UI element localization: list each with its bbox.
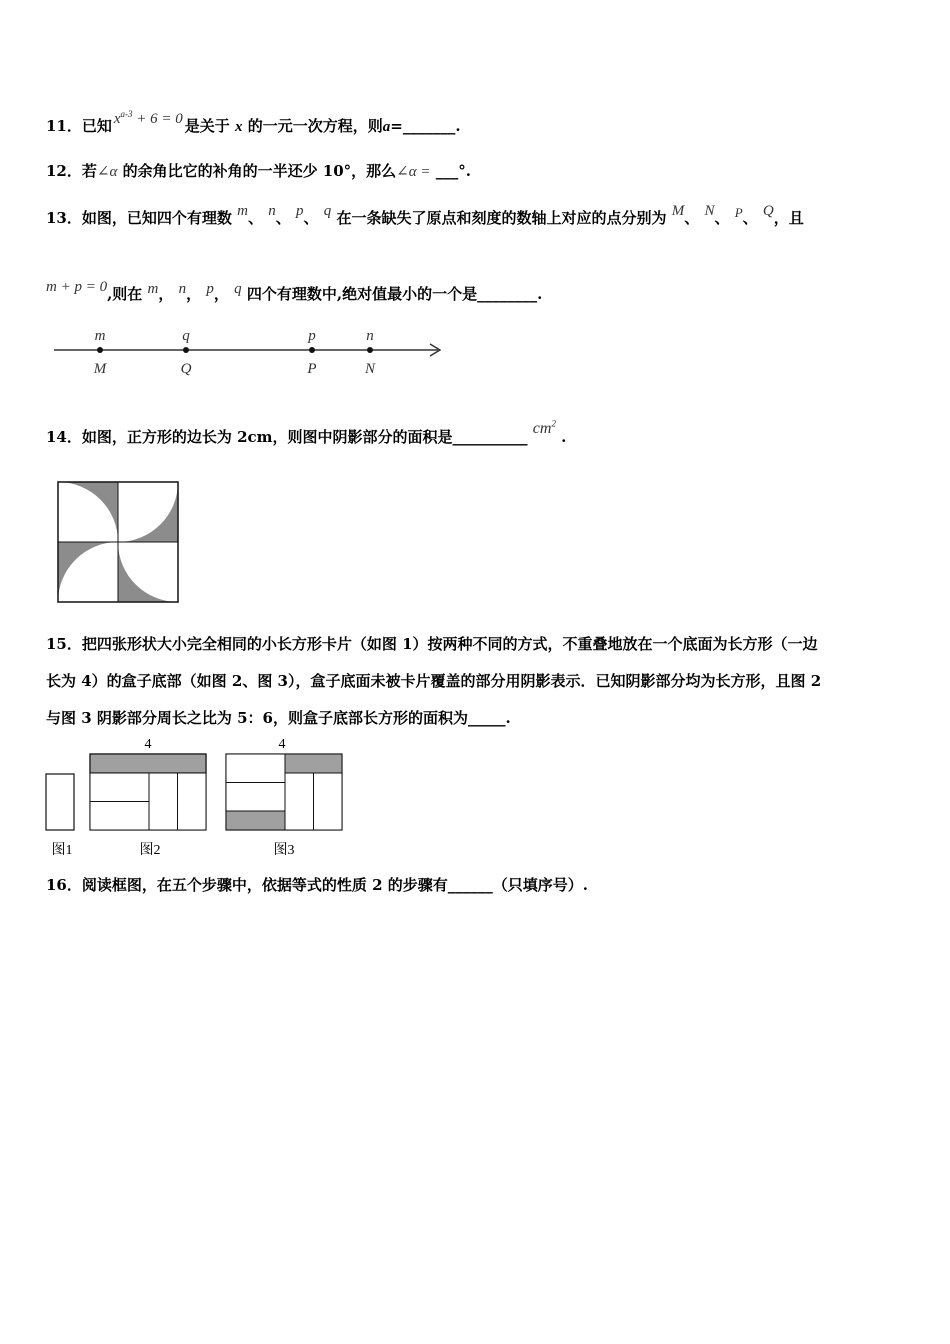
- label-P: P: [307, 361, 317, 377]
- point-M: [97, 347, 103, 353]
- shade-bottom-left: [58, 542, 118, 602]
- question-13: 13．如图，已知四个有理数 m、 n、 p、 q 在一条缺失了原点和刻度的数轴上对应的点分别为 M、 N、 P、 Q，且: [46, 203, 804, 227]
- fig3-shade-right: [285, 754, 342, 773]
- q12-number: 12．若: [46, 162, 97, 180]
- q13-condition: m + p = 0: [46, 279, 108, 295]
- label-Q: Q: [180, 361, 192, 377]
- label-q: q: [182, 328, 190, 344]
- fig3-caption: 图3: [273, 843, 295, 858]
- question-15-line1: 15．把四张形状大小完全相同的小长方形卡片（如图 1）按两种不同的方式，不重叠地放在一个底面为长方形（一边: [46, 635, 818, 653]
- q11-text: 是关于: [184, 117, 230, 135]
- question-12: 12．若∠α 的余角比它的补角的一半还少 10°，那么∠α = ___°.: [46, 162, 471, 180]
- fig3-width-label: 4: [278, 737, 286, 752]
- label-m: m: [94, 328, 106, 344]
- shade-top-right: [118, 482, 178, 542]
- question-11: 11．已知 $x^{a-3} + 6 = 0$ 是关于 x 的一元一次方程，则a=_______.: [46, 109, 461, 135]
- number-line-figure: [46, 322, 456, 380]
- question-13-cont: m + p = 0,则在 m， n， p， q 四个有理数中,绝对值最小的一个是________.: [46, 279, 543, 303]
- shade-bottom-right: [118, 542, 178, 602]
- fig1-caption: 图1: [51, 843, 73, 858]
- q11-blank: =_______.: [390, 117, 461, 135]
- label-N: N: [364, 361, 376, 377]
- question-14: 14．如图，正方形的边长为 2cm，则图中阴影部分的面积是__________ $cm^2$ .: [46, 418, 567, 446]
- fig3-shade-left: [226, 811, 285, 830]
- pinwheel-square-figure: [56, 480, 180, 604]
- box-figures: [40, 732, 360, 860]
- fig2-shade: [90, 754, 206, 773]
- q14-text: 14．如图，正方形的边长为 2cm，则图中阴影部分的面积是__________: [46, 428, 528, 446]
- q14-unit: $cm^2$: [532, 418, 556, 437]
- question-15-line3: 与图 3 阴影部分周长之比为 5：6，则盒子底部长方形的面积为_____.: [46, 709, 511, 727]
- q13-text: 在一条缺失了原点和刻度的数轴上对应的点分别为: [336, 209, 667, 227]
- question-16: 16．阅读框图，在五个步骤中，依据等式的性质 2 的步骤有______（只填序号）.: [46, 876, 588, 894]
- label-M: M: [93, 361, 107, 377]
- q13-number: 13．如图，已知四个有理数: [46, 209, 232, 227]
- fig1-card: [46, 774, 74, 830]
- shade-top-left: [58, 482, 118, 542]
- point-N: [367, 347, 373, 353]
- question-15-line2: 长为 4）的盒子底部（如图 2、图 3），盒子底面未被卡片覆盖的部分用阴影表示．已知阴影部分均为长方形，且图 2: [46, 672, 822, 690]
- label-p: p: [308, 328, 316, 344]
- point-Q: [183, 347, 189, 353]
- q11-number: 11．已知: [46, 117, 112, 135]
- fig2-caption: 图2: [139, 843, 161, 858]
- q12-blank: ___°.: [435, 162, 471, 180]
- q11-equation: $x^{a-3} + 6 = 0$: [113, 109, 183, 127]
- point-P: [309, 347, 315, 353]
- q13-question: 四个有理数中,绝对值最小的一个是________.: [246, 285, 543, 303]
- fig2-width-label: 4: [144, 737, 152, 752]
- label-n: n: [366, 328, 374, 344]
